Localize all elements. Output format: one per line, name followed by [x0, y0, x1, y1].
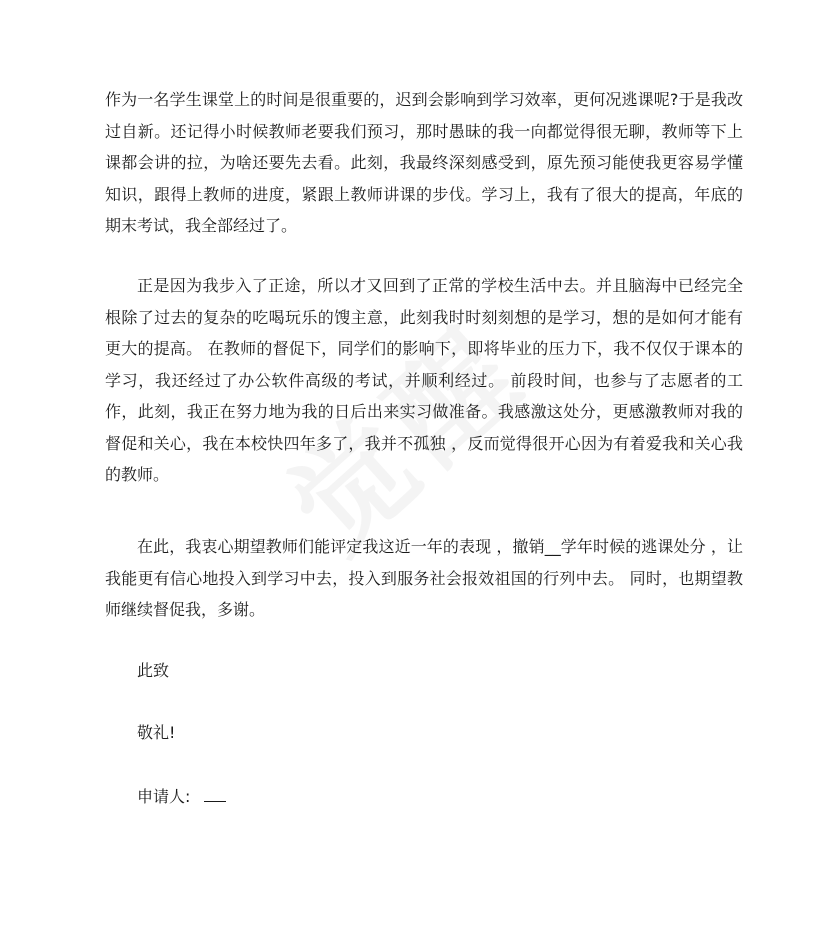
closing-phrase: 此致: [137, 661, 170, 680]
paragraph-1: 作为一名学生课堂上的时间是很重要的，迟到会影响到学习效率，更何况逃课呢?于是我改过自新。还记得小时候教师老要我们预习，那时愚昧的我一向都觉得很无聊，教师等下上课都会讲的拉，为啥还要先去看。此刻，我最终深刻感受到，原先预习能使我更容易学懂知识，跟得上教师的进度，紧跟上教师讲课的步伐。学习上，我有了很大的提高，年底的期末考试，我全部经过了。: [105, 90, 743, 235]
applicant-line: [137, 785, 226, 809]
signature-blank: [204, 787, 226, 802]
paragraph-2: 正是因为我步入了正途，所以才又回到了正常的学校生活中去。并且脑海中已经完全根除了过去的复杂的吃喝玩乐的馊主意，此刻我时时刻刻想的是学习，想的是如何才能有更大的提高。 在教师的督促下，同学们的影响下，即将毕业的压力下，我不仅仅于课本的学习，我还经过了办公软件高级的考试，并顺利经过。 前段时间，也参与了志愿者的工作，此刻，我正在努力地为我的日后出来实习做准备。我感激这处分，更感激教师对我的督促和关心，我在本校快四年多了，我并不孤独 ，反而觉得很开心因为有着爱我和关心我的教师。: [105, 276, 743, 484]
salutation: 敬礼!: [137, 723, 176, 742]
paragraph-3: 在此，我衷心期望教师们能评定我这近一年的表现 ，撤销__学年时候的逃课处分 ，让我能更有信心地投入到学习中去，投入到服务社会报效祖国的行列中去。 同时，也期望教师继续督促我，多谢。: [105, 537, 743, 619]
applicant-label: 申请人:: [137, 787, 191, 806]
